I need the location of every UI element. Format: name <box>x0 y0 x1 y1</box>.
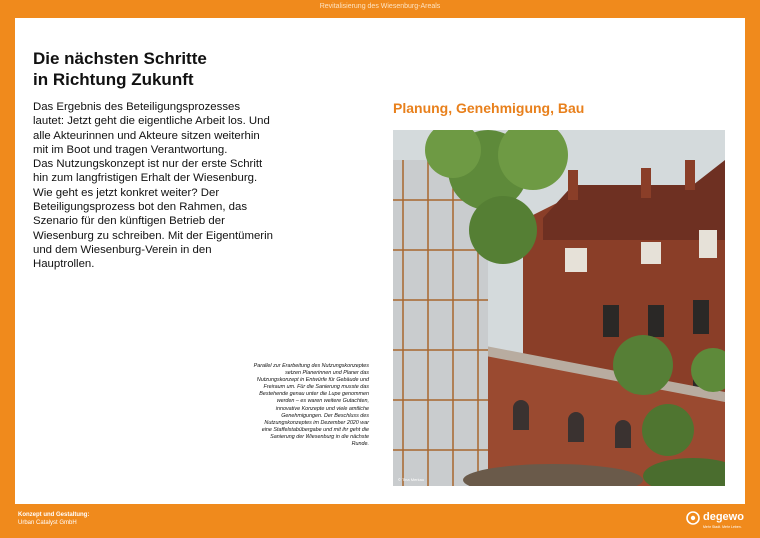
logo-tagline: Mehr Stadt. Mehr Leben. <box>703 525 742 529</box>
degewo-logo-icon <box>686 511 700 525</box>
heading-line-1: Die nächsten Schritte <box>33 49 207 68</box>
intro-paragraph-2: Das Nutzungskonzept ist nur der erste Schritt hin zum langfristigen Erhalt der Wiesenburg. Wie geht es jetzt konkret weiter? Der Beteiligungsprozess bot den Rahmen, das Szenario für den künftigen Betrieb der Wiesenburg zu schreiben. Mit der Eigentümerin und dem Wiesenburg-Verein in den Hauptrollen. <box>33 158 273 271</box>
intro-text <box>33 100 273 272</box>
intro-paragraph-1: Das Ergebnis des Beteiligungsprozesses lautet: Jetzt geht die eigentliche Arbeit los. Und alle Akteurinnen und Akteure sitzen weiterhin mit im Boot und tragen Verantwortung. <box>33 101 270 156</box>
logo-name: degewo <box>703 511 744 523</box>
footer-credits <box>18 511 89 527</box>
degewo-logo <box>686 509 748 533</box>
content-panel <box>15 18 745 504</box>
section-title: Planung, Genehmigung, Bau <box>393 100 585 116</box>
page-heading <box>33 48 263 90</box>
heading-line-2: in Richtung Zukunft <box>33 70 194 89</box>
photo-caption: Parallel zur Erarbeitung des Nutzungskonzeptes setzen Planerinnen und Planer das Nutzungskonzept in Entwürfe für Gebäude und Freiraum um. Für die Sanierung musste das Bestehende genau unter die Lupe genommen werden – es waren weitere Gutachten, innovative Konzepte und viele amtliche Genehmigungen. Der Beschluss des Nutzungskonzeptes im Dezember 2020 war eine Staffelstabübergabe und mit ihr geht die Sanierung der Wiesenburg in die nächste Runde. <box>253 363 369 448</box>
building-photo <box>393 130 725 486</box>
footer-label: Konzept und Gestaltung: <box>18 512 90 518</box>
photo-credit: © Tina Merkau <box>398 477 425 482</box>
building-photo-illustration <box>393 130 725 486</box>
footer-name: Urban Catalyst GmbH <box>18 520 77 526</box>
header-title: Revitalisierung des Wiesenburg-Areals <box>319 3 441 10</box>
